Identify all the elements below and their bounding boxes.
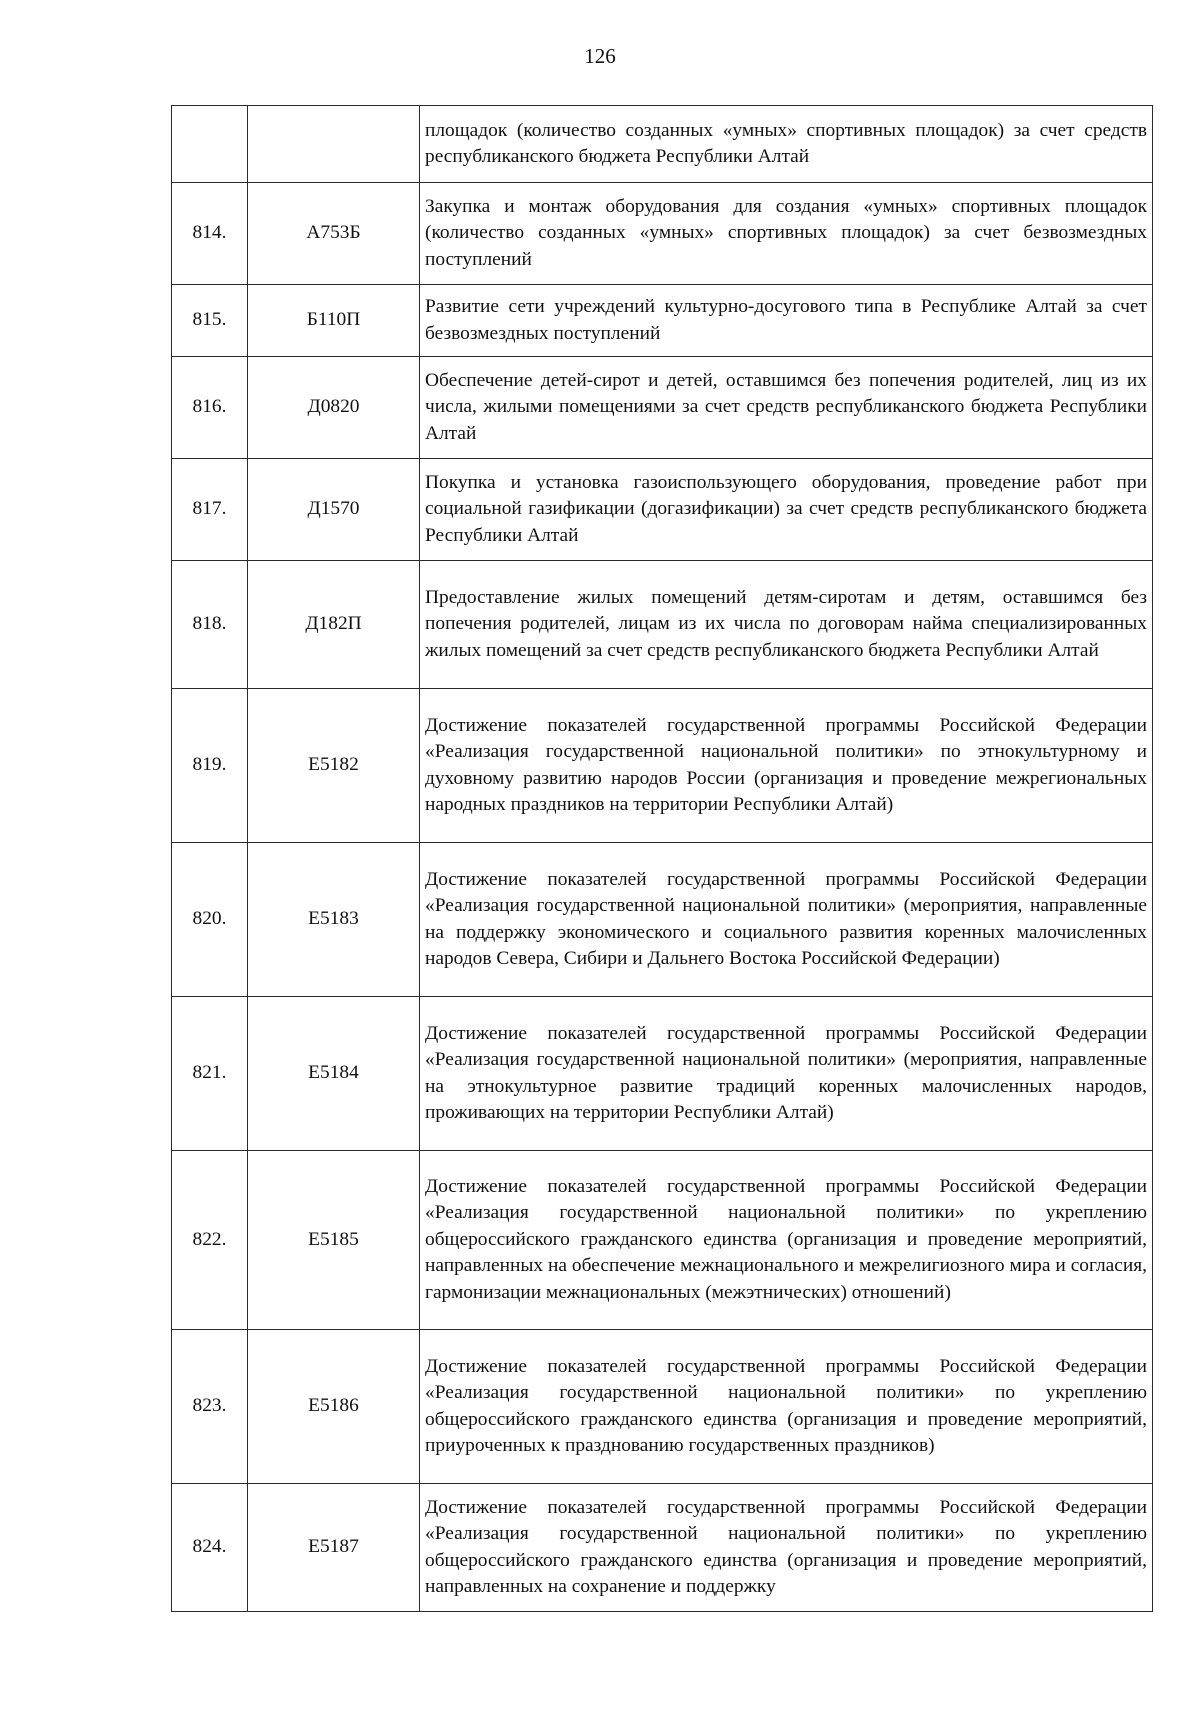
- row-description: Достижение показателей государственной программы Российской Федерации «Реализация государственной национальной политики» по этнокультурному и духовному развитию народов России (организация и проведение межрегиональных народных праздников на территории Республики Алтай): [420, 689, 1153, 843]
- table-row: [172, 459, 1153, 561]
- row-number: 823.: [172, 1330, 248, 1484]
- table-row: [172, 997, 1153, 1151]
- row-code: Е5185: [248, 1151, 420, 1330]
- row-code: Д1570: [248, 459, 420, 561]
- row-description: Достижение показателей государственной программы Российской Федерации «Реализация государственной национальной политики» по укреплению общероссийского гражданского единства (организация и проведение мероприятий, направленных на обеспечение межнационального и межрелигиозного мира и согласия, гармонизации межнациональных (межэтнических) отношений): [420, 1151, 1153, 1330]
- row-description: Достижение показателей государственной программы Российской Федерации «Реализация государственной национальной политики» (мероприятия, направленные на поддержку экономического и социального развития коренных малочисленных народов Севера, Сибири и Дальнего Востока Российской Федерации): [420, 843, 1153, 997]
- row-description: Покупка и установка газоиспользующего оборудования, проведение работ при социальной газификации (догазификации) за счет средств республиканского бюджета Республики Алтай: [420, 459, 1153, 561]
- row-number: 821.: [172, 997, 248, 1151]
- table-row: [172, 183, 1153, 285]
- table-row: [172, 1484, 1153, 1612]
- row-description: Развитие сети учреждений культурно-досугового типа в Республике Алтай за счет безвозмездных поступлений: [420, 285, 1153, 357]
- row-description: Обеспечение детей-сирот и детей, оставшимся без попечения родителей, лиц из их числа, жилыми помещениями за счет средств республиканского бюджета Республики Алтай: [420, 357, 1153, 459]
- row-code: Д0820: [248, 357, 420, 459]
- row-code: Б110П: [248, 285, 420, 357]
- page-number: 126: [584, 44, 616, 68]
- row-description: Предоставление жилых помещений детям-сиротам и детям, оставшимся без попечения родителей, лицам из их числа по договорам найма специализированных жилых помещений за счет средств республиканского бюджета Республики Алтай: [420, 561, 1153, 689]
- row-code: Е5186: [248, 1330, 420, 1484]
- row-number: 819.: [172, 689, 248, 843]
- row-number: 822.: [172, 1151, 248, 1330]
- row-number: 818.: [172, 561, 248, 689]
- row-description: Достижение показателей государственной программы Российской Федерации «Реализация государственной национальной политики» по укреплению общероссийского гражданского единства (организация и проведение мероприятий, направленных на сохранение и поддержку: [420, 1484, 1153, 1612]
- row-number: [172, 106, 248, 183]
- row-number: 817.: [172, 459, 248, 561]
- table-row: [172, 1151, 1153, 1330]
- row-code: Е5187: [248, 1484, 420, 1612]
- row-number: 814.: [172, 183, 248, 285]
- table-body: [172, 106, 1153, 1612]
- table-row: [172, 843, 1153, 997]
- row-code: [248, 106, 420, 183]
- table-row: [172, 561, 1153, 689]
- row-code: Е5184: [248, 997, 420, 1151]
- table-row: [172, 106, 1153, 183]
- row-number: 820.: [172, 843, 248, 997]
- row-number: 824.: [172, 1484, 248, 1612]
- row-number: 815.: [172, 285, 248, 357]
- row-number: 816.: [172, 357, 248, 459]
- row-code: Е5182: [248, 689, 420, 843]
- row-code: А753Б: [248, 183, 420, 285]
- table-row: [172, 1330, 1153, 1484]
- table-row: [172, 357, 1153, 459]
- row-description: Достижение показателей государственной программы Российской Федерации «Реализация государственной национальной политики» по укреплению общероссийского гражданского единства (организация и проведение мероприятий, приуроченных к празднованию государственных праздников): [420, 1330, 1153, 1484]
- row-description: площадок (количество созданных «умных» спортивных площадок) за счет средств республиканского бюджета Республики Алтай: [420, 106, 1153, 183]
- budget-codes-table: [171, 105, 1153, 1612]
- table-row: [172, 285, 1153, 357]
- row-description: Достижение показателей государственной программы Российской Федерации «Реализация государственной национальной политики» (мероприятия, направленные на этнокультурное развитие традиций коренных малочисленных народов, проживающих на территории Республики Алтай): [420, 997, 1153, 1151]
- table-row: [172, 689, 1153, 843]
- row-code: Е5183: [248, 843, 420, 997]
- row-description: Закупка и монтаж оборудования для создания «умных» спортивных площадок (количество созданных «умных» спортивных площадок) за счет безвозмездных поступлений: [420, 183, 1153, 285]
- row-code: Д182П: [248, 561, 420, 689]
